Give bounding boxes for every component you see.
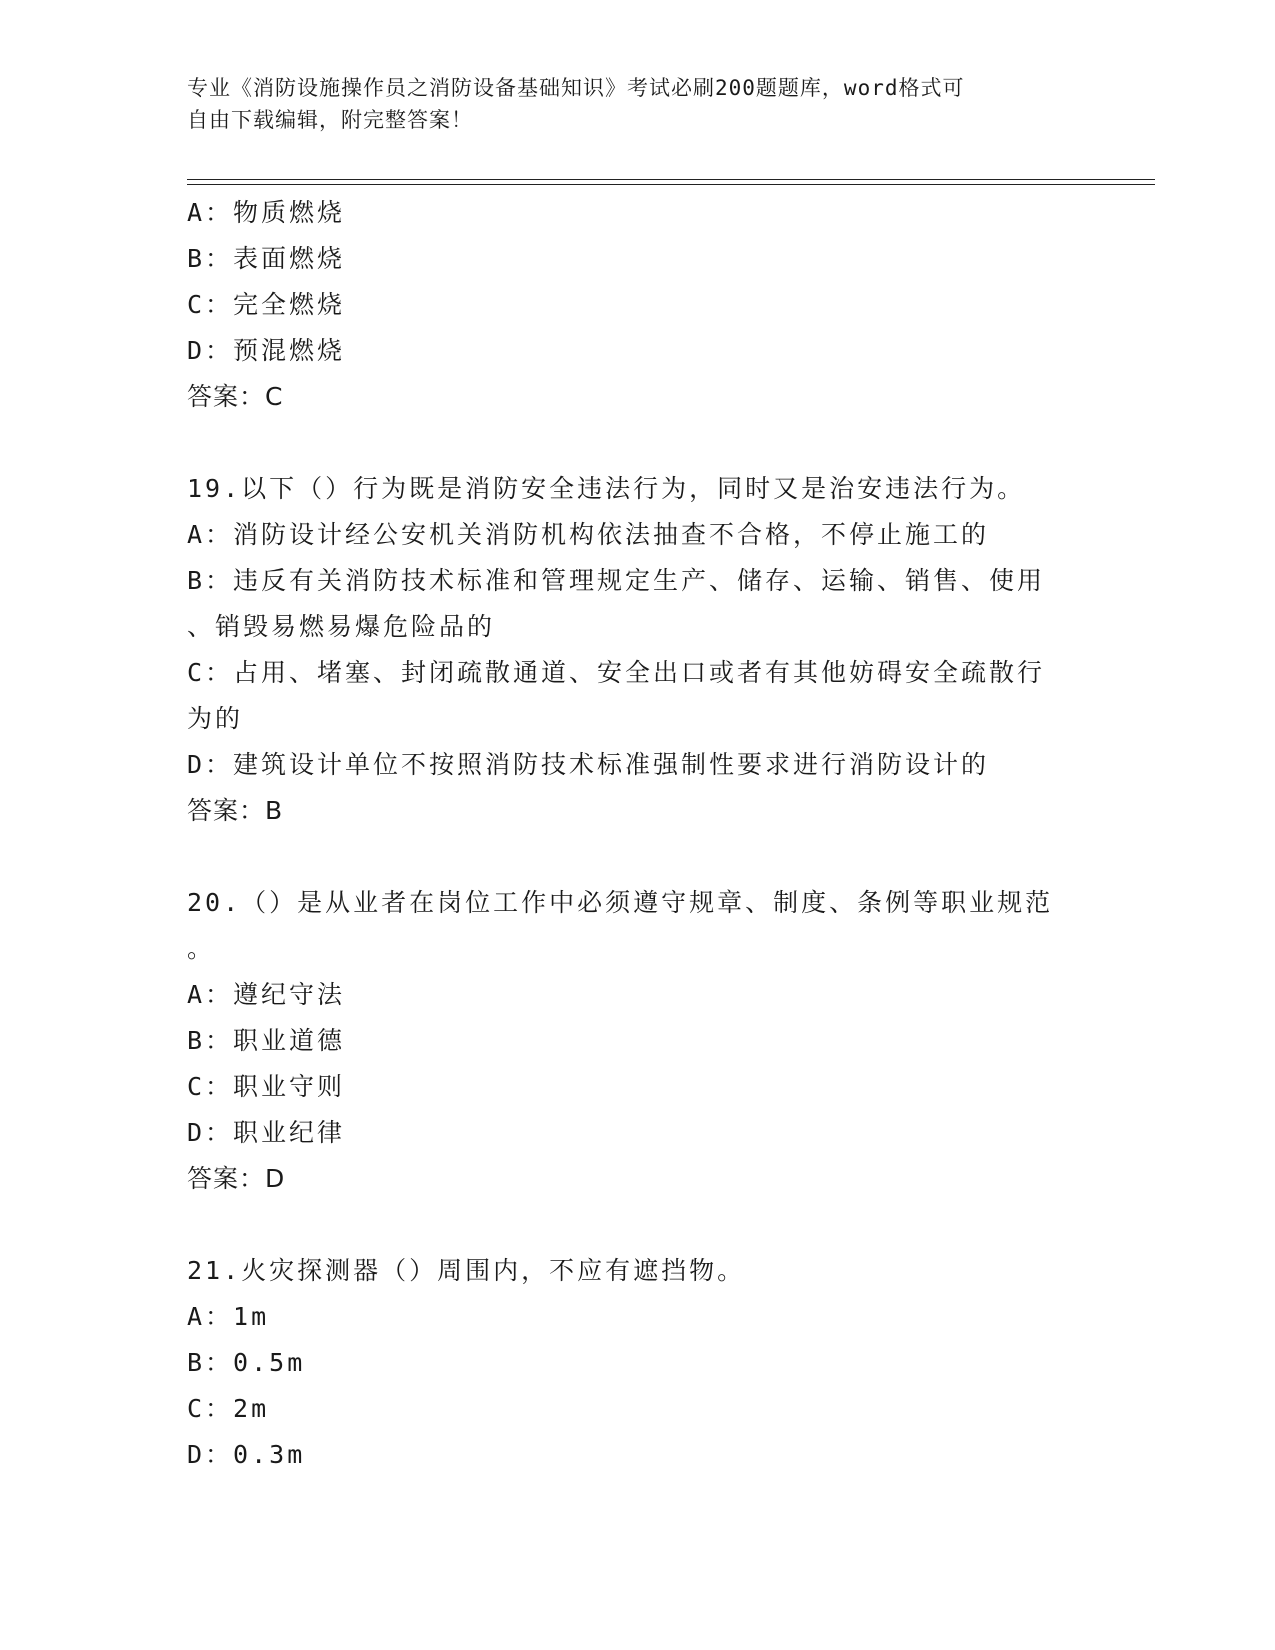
option-b: B：0.5m	[187, 1348, 306, 1377]
question-19	[187, 466, 1087, 834]
option-a: A：1m	[187, 1302, 270, 1331]
question-stem: 21.火灾探测器（）周围内，不应有遮挡物。	[187, 1256, 746, 1285]
question-stem: 20.（）是从业者在岗位工作中必须遵守规章、制度、条例等职业规范	[187, 888, 1054, 917]
option-c-continued: 为的	[187, 704, 244, 733]
answer: 答案：C	[187, 382, 284, 411]
option-c: C：占用、堵塞、封闭疏散通道、安全出口或者有其他妨碍安全疏散行	[187, 658, 1046, 687]
option-d: D：0.3m	[187, 1440, 306, 1469]
answer: 答案：D	[187, 1164, 286, 1193]
option-d: D：建筑设计单位不按照消防技术标准强制性要求进行消防设计的	[187, 750, 990, 779]
option-c: C：2m	[187, 1394, 270, 1423]
question-stem-continued: 。	[187, 934, 216, 963]
spacer	[187, 1202, 1087, 1248]
answer: 答案：B	[187, 796, 284, 825]
question-18	[187, 190, 1087, 420]
option-b-continued: 、销毁易燃易爆危险品的	[187, 612, 496, 641]
option-d: D：职业纪律	[187, 1118, 346, 1147]
option-a: A：物质燃烧	[187, 198, 346, 227]
question-21	[187, 1248, 1087, 1478]
document-header	[187, 72, 1067, 136]
option-b: B：表面燃烧	[187, 244, 346, 273]
header-rule-top	[187, 179, 1155, 180]
header-rule-bottom	[187, 184, 1155, 185]
option-d: D：预混燃烧	[187, 336, 346, 365]
header-line-2: 自由下载编辑，附完整答案！	[187, 108, 473, 132]
option-b: B：违反有关消防技术标准和管理规定生产、储存、运输、销售、使用	[187, 566, 1046, 595]
option-a: A：消防设计经公安机关消防机构依法抽查不合格，不停止施工的	[187, 520, 990, 549]
option-c: C：职业守则	[187, 1072, 346, 1101]
question-20	[187, 880, 1087, 1202]
header-line-1: 专业《消防设施操作员之消防设备基础知识》考试必刷200题题库，word格式可	[187, 76, 965, 100]
option-b: B：职业道德	[187, 1026, 346, 1055]
question-list	[187, 190, 1087, 1478]
spacer	[187, 420, 1087, 466]
option-a: A：遵纪守法	[187, 980, 346, 1009]
spacer	[187, 834, 1087, 880]
option-c: C：完全燃烧	[187, 290, 346, 319]
question-stem: 19.以下（）行为既是消防安全违法行为，同时又是治安违法行为。	[187, 474, 1026, 503]
